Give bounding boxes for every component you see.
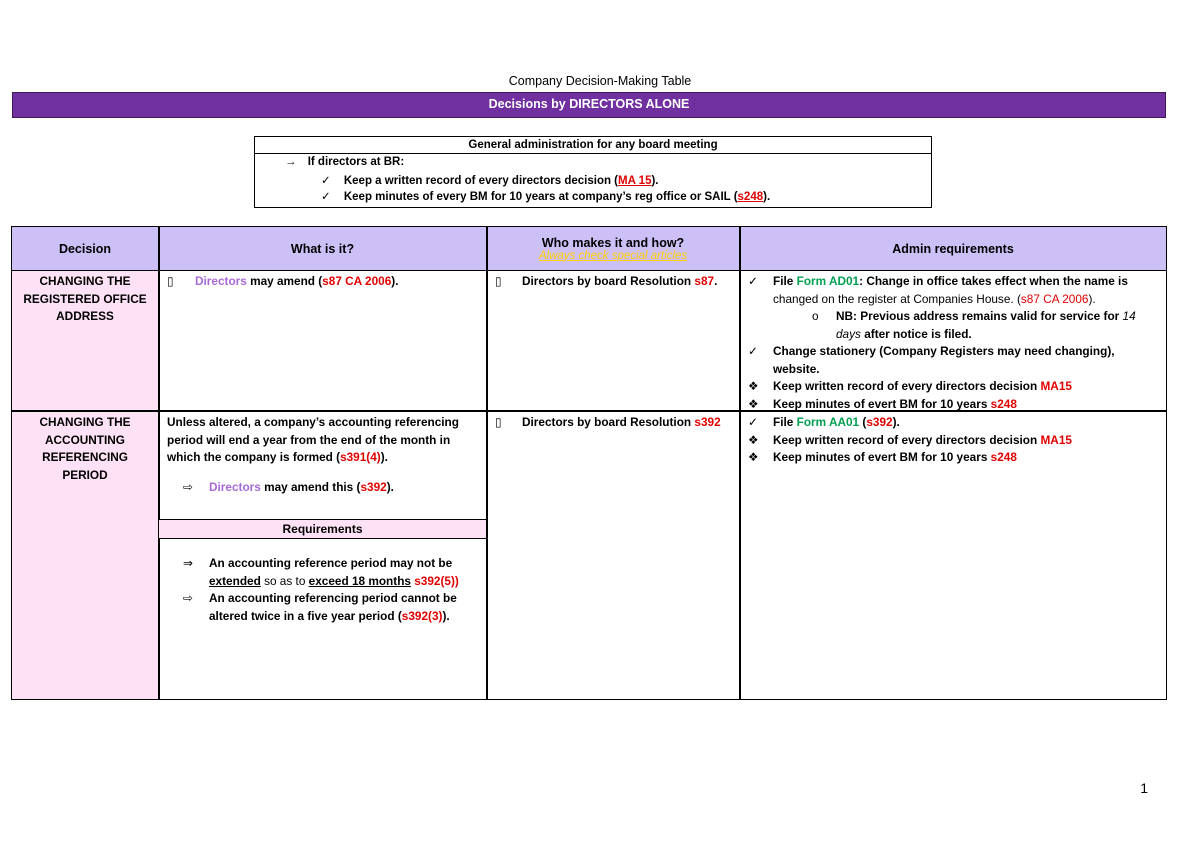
header-who-subtitle: Always check special articles xyxy=(538,249,688,262)
box-bullet-icon: ▯ xyxy=(167,274,174,288)
row2-who: ▯ Directors by board Resolution s392 xyxy=(495,414,735,432)
general-admin-line-2: ✓ Keep a written record of every directors decision (MA 15). xyxy=(321,175,659,187)
box-bullet-icon: ▯ xyxy=(495,415,502,429)
page-number: 1 xyxy=(1140,780,1148,796)
header-decision: Decision xyxy=(12,227,158,271)
row1-who: ▯ Directors by board Resolution s87. xyxy=(495,273,735,291)
section-banner: Decisions by DIRECTORS ALONE xyxy=(12,92,1166,118)
general-admin-line-1: → If directors at BR: xyxy=(285,156,405,168)
general-admin-title: General administration for any board meeting xyxy=(255,137,931,154)
general-admin-line-3: ✓ Keep minutes of every BM for 10 years at company’s reg office or SAIL (s248). xyxy=(321,191,771,203)
column-divider xyxy=(158,227,160,699)
circle-bullet-icon: o xyxy=(812,309,819,323)
requirements-header: Requirements xyxy=(159,519,486,539)
header-what: What is it? xyxy=(159,227,486,271)
box-bullet-icon: ▯ xyxy=(495,274,502,288)
check-icon: ✓ xyxy=(748,415,758,429)
arrow-icon: → xyxy=(285,156,297,168)
arrow-bullet-icon: ⇨ xyxy=(183,479,193,494)
arrow-bullet-icon: ⇨ xyxy=(183,591,193,605)
row1-what: ▯ Directors may amend (s87 CA 2006). xyxy=(167,273,482,291)
diamond-bullet-icon: ❖ xyxy=(748,450,759,464)
document-title: Company Decision-Making Table xyxy=(508,74,692,88)
row2-what: Unless altered, a company’s accounting referencing period will end a year from the end of the month in which the company is formed (s391(4)). ⇨ Directors may amend this (s392). xyxy=(167,414,485,496)
row1-decision: CHANGING THE REGISTERED OFFICE ADDRESS xyxy=(23,274,147,323)
header-who: Who makes it and how? Always check special articles xyxy=(487,227,739,271)
row2-requirements: ⇒ An accounting reference period may not be extended so as to exceed 18 months s392(5)) ⇨ An accounting referencing period cannot be altered twice in a five year period (s392(3)). xyxy=(183,556,459,623)
column-divider xyxy=(739,227,741,699)
check-icon: ✓ xyxy=(748,344,758,358)
check-icon: ✓ xyxy=(748,274,758,288)
diamond-bullet-icon: ❖ xyxy=(748,396,759,411)
row2-decision: CHANGING THE ACCOUNTING REFERENCING PERIOD xyxy=(39,415,131,482)
row1-admin: ✓ File Form AD01: Change in office takes effect when the name is changed on the register at Companies House. (s87 CA 2006). o NB: Previous address remains valid for service for 14 days after notice is filed. ✓ Change stationery (Company Registers may need changing), website. ❖ Keep written record of every directors decision MA15 ❖ Keep minutes of evert BM for 10 years s248 xyxy=(748,273,1163,413)
general-admin-box xyxy=(254,136,932,208)
diamond-bullet-icon: ❖ xyxy=(748,432,759,447)
decision-table xyxy=(11,226,1167,700)
row2-admin: ✓ File Form AA01 (s392). ❖ Keep written record of every directors decision MA15 ❖ Keep minutes of evert BM for 10 years s248 xyxy=(748,414,1163,467)
decision-column-fill xyxy=(12,271,158,699)
diamond-bullet-icon: ❖ xyxy=(748,379,759,393)
column-divider xyxy=(486,227,488,699)
arrow-bullet-icon: ⇒ xyxy=(183,556,193,570)
header-admin: Admin requirements xyxy=(740,227,1166,271)
check-icon: ✓ xyxy=(321,175,331,187)
check-icon: ✓ xyxy=(321,191,331,203)
